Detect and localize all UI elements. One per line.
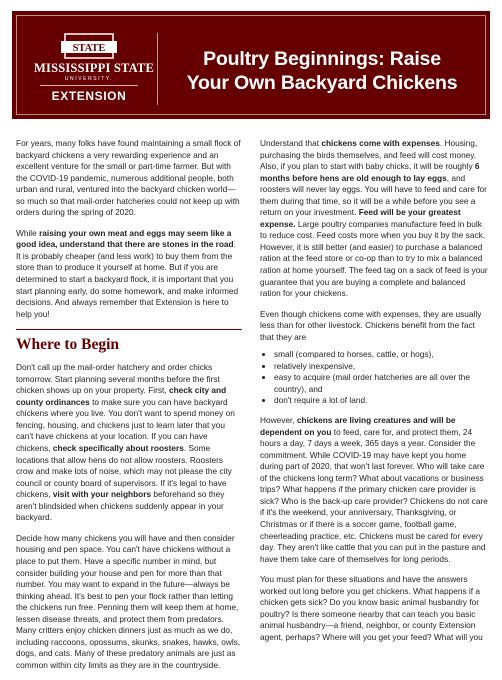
left-column — [16, 138, 242, 680]
title-line-1: Poultry Beginnings: Raise — [203, 48, 441, 70]
ordinances-paragraph — [16, 362, 242, 524]
logo-rule — [40, 85, 138, 86]
text-run: . It is probably cheaper (and less work) to buy them from the store than to produce it yourself at home. But if you are determined to start a backyard flock, it is important that you start planning early, do some homework, and make informed decisions. And always remember that Extension is here to help you! — [16, 239, 239, 319]
text-run: While — [16, 227, 40, 238]
text-run: Large poultry companies manufacture feed in bulk to reduce cost. Feed costs more when you buy it by the sack. However, it is still better (and easier) to purchase a balanced ration at the feed store or co-op than to try to mix a balanced ration at home yourself. The feed tag on a sack of feed is your guarantee that you are buying a complete and balanced ration for your chickens. — [260, 218, 488, 299]
text-run: to make sure you can have backyard chickens where you live. You don't want to spend money on fencing, housing, and chickens just to learn later that you can't have chickens at your location. If you can have chickens, — [16, 396, 235, 454]
bold-run: check city and county ordinances — [16, 385, 227, 407]
text-run: Understand that — [260, 138, 322, 148]
list-item: • relatively inexpensive, — [274, 361, 488, 373]
planning-paragraph: You must plan for these situations and have the answers worked out long before you get chickens. What happens if a chicken gets sick? Do you know basic animal husbandry for poultry? Is there someone nearby that can teach you basic animal husbandry—a friend, neighbor, or county Extension agent, perhaps? Where will you get your feed? What will you — [260, 574, 483, 642]
title-line-2: Your Own Backyard Chickens — [186, 72, 458, 94]
right-column — [260, 138, 488, 652]
section-heading-where-to-begin: Where to Begin — [16, 329, 242, 354]
msu-extension-logo — [34, 33, 154, 103]
page-title — [162, 47, 482, 95]
bold-run: check specifically about roosters — [52, 443, 184, 454]
housing-paragraph: Decide how many chickens you will have and then consider housing and pen space. You can't have chickens without a place to put them. Have a specific number in mind, but consider building your house and pen for more than that number. You may want to expand in the future—always be thinking ahead. It's best to pen your flock rather than letting the chickens run free. Penning them will keep them at home, lessen disease threats, and protect them from predators. Many critters enjoy chicken dinners just as much as we do, including raccoons, opossums, skunks, snakes, hawks, owls, dogs, and cats. Many of these predatory animals are just as common within city limits as they are in the countryside. — [16, 532, 241, 670]
text-run: , and roosters will never lay eggs. You will have to feed and care for them during that time, so it will be a while before you see a return on your investment. — [260, 172, 487, 218]
list-item: • don't require a lot of land. — [274, 395, 488, 407]
text-run: . Housing, purchasing the birds themselves, and feed will cost money. Also, if you plan to start with baby chicks, it will be roughly — [260, 138, 478, 172]
bold-run: chickens come with expenses — [321, 138, 440, 148]
text-run: to feed, care for, and protect them, 24 hours a day, 7 days a week, 365 days a year. Consider the commitment. While COVID-19 may have kept you home during part of 2020, that won't last forever. Who will take care of the chickens long term? What about vacations or business trips? What happens if the primary chicken care provider is sick? Who is the back-up care provider? Chickens do not care if it's the weekend, your anniversary, Thanksgiving, or Christmas or if there is a soccer game, football game, cheerleading practice, etc. Chickens must be cared for every day. They aren't like cattle that you can put in the pasture and have them take care of themselves for long periods. — [260, 426, 488, 564]
bold-run: visit with your neighbors — [52, 489, 152, 500]
benefits-intro-paragraph: Even though chickens come with expenses, they are usually less than for other livestock. Chickens benefit from the fact that they are — [260, 308, 482, 342]
expenses-paragraph — [260, 138, 488, 300]
list-item: • easy to acquire (mail order hatcheries are all over the country), and — [274, 372, 488, 395]
header-banner — [12, 11, 490, 119]
logo-university: UNIVERSITY. — [64, 76, 114, 82]
benefits-list — [260, 349, 488, 407]
bold-run: 6 months before hens are old enough to lay eggs — [260, 161, 480, 183]
state-banner-icon — [59, 33, 119, 59]
logo-state-text: STATE — [72, 43, 106, 54]
bold-run: chickens are living creatures and will be dependent on you — [260, 415, 456, 437]
commitment-paragraph — [260, 415, 488, 565]
list-item: • small (compared to horses, cattle, or hogs), — [274, 349, 488, 361]
text-run: . Some locations that allow hens do not allow roosters. Roosters crow and make lots of noise, which may not please the city council or county board of supervisors. If it's legal to have chickens, — [16, 443, 232, 500]
text-run: beforehand so they aren't blindsided when chickens suddenly appear in your backyard. — [16, 489, 225, 523]
bold-run: Feed will be your greatest expense. — [260, 207, 461, 229]
caution-paragraph — [16, 228, 242, 320]
text-run: However, — [260, 415, 297, 426]
text-run: Don't call up the mail-order hatchery and order chicks tomorrow. Start planning several months before the first chicken shows up on your property. First, — [16, 362, 220, 396]
banner-divider — [157, 33, 158, 105]
bold-run: raising your own meat and eggs may seem like a good idea, understand that there are stones in the road — [16, 227, 234, 250]
intro-paragraph: For years, many folks have found maintaining a small flock of backyard chickens a very rewarding experience and an excellent venture for the small or part-time farmer. But with the COVID-19 pandemic, numerous additional people, both urban and rural, ventured into the backyard chicken world—so much so that mail-order hatcheries could not keep up with orders during the spring of 2020. — [16, 138, 241, 218]
logo-name: MISSISSIPPI STATE — [34, 61, 154, 75]
logo-unit: EXTENSION — [51, 89, 127, 103]
